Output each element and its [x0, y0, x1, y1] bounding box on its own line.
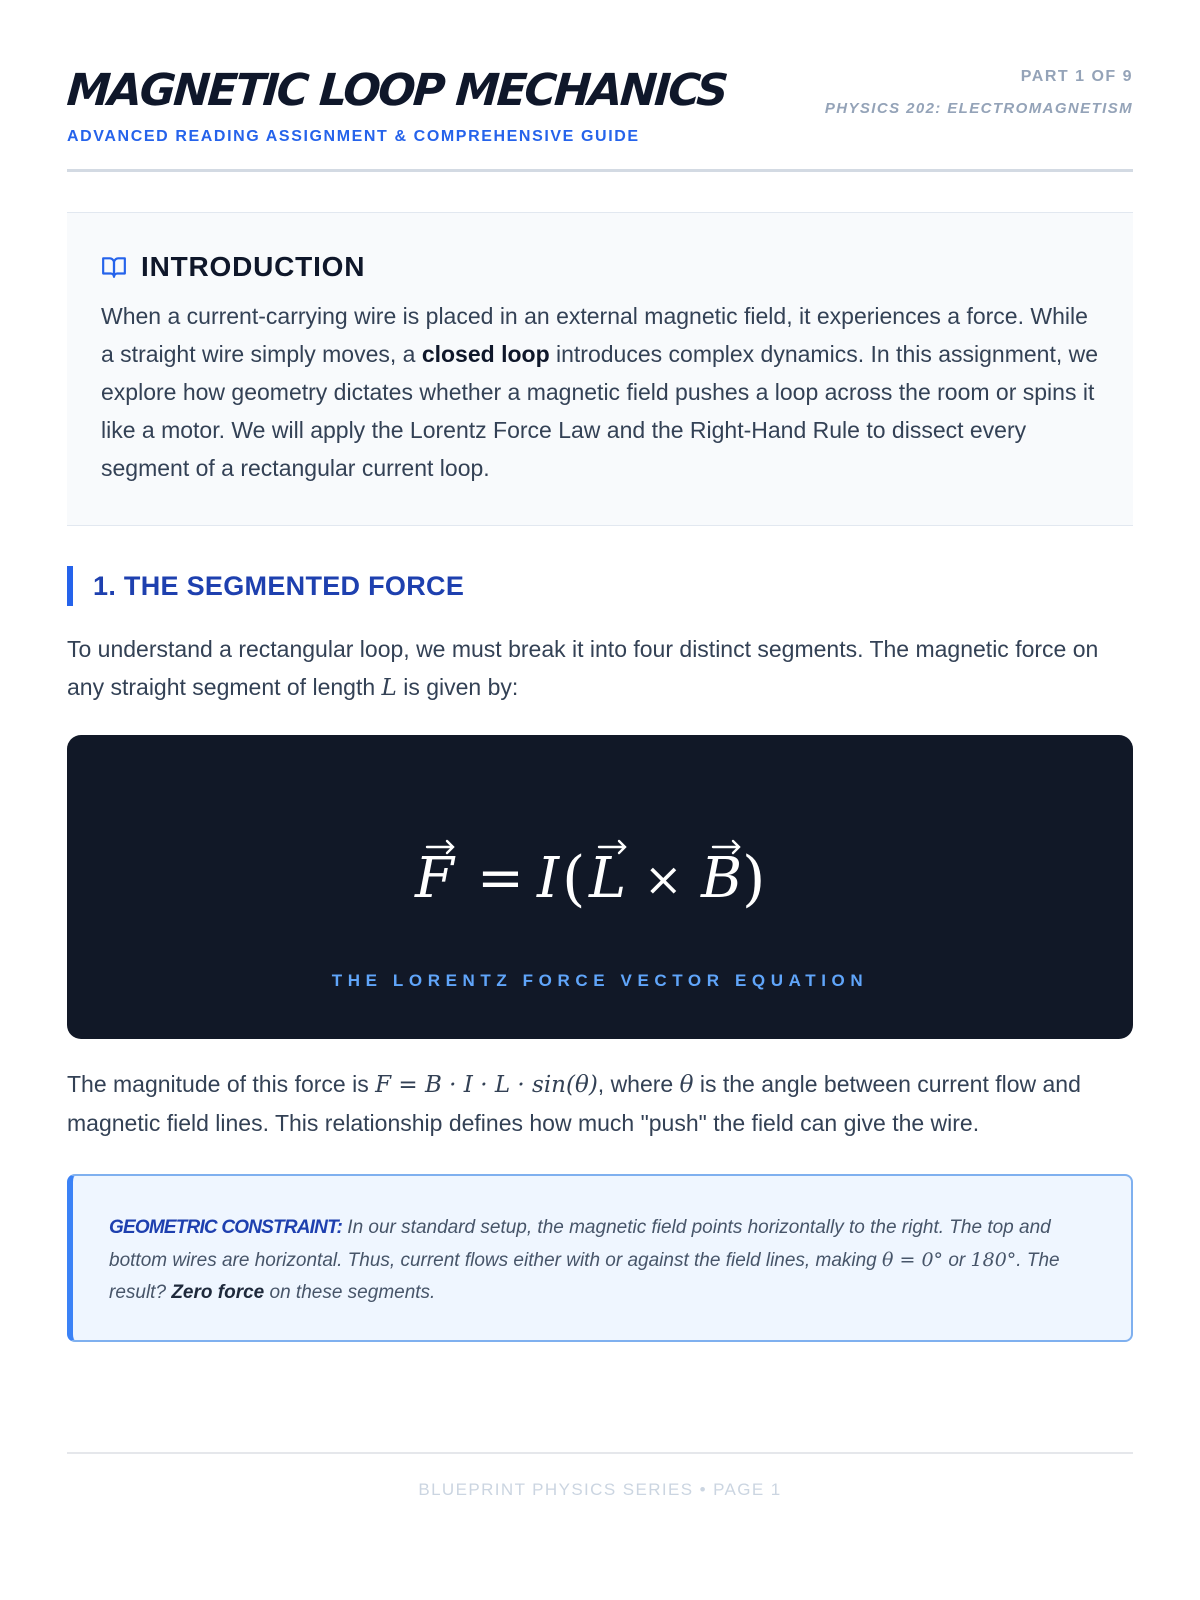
- note-text: on these segments.: [264, 1282, 436, 1303]
- note-text: or: [943, 1250, 971, 1271]
- eq-F: F: [415, 846, 454, 911]
- section-paragraph-1: [67, 630, 1133, 707]
- book-open-icon: [101, 254, 127, 280]
- note-bold-term: Zero force: [171, 1282, 265, 1303]
- section-accent-bar: [67, 566, 73, 606]
- intro-text-part: introduces complex dynamics. In this assignment, we explore how geometry dictates whether a magnetic field pushes a loop across the room or spins it like a motor. We will apply the Lorentz Force Law and the Right-Hand Rule to dissect every segment of a rectangular current loop.: [101, 341, 1099, 481]
- section-title: 1. THE SEGMENTED FORCE: [93, 570, 465, 601]
- math-variable: L: [381, 675, 397, 701]
- math-formula: F = B · I · L · sin(θ): [375, 1072, 598, 1098]
- geometric-constraint-note: [67, 1174, 1133, 1342]
- page-subtitle: ADVANCED READING ASSIGNMENT & COMPREHENSIVE GUIDE: [67, 128, 640, 145]
- equation-box: [67, 735, 1133, 1039]
- math-value: 180°: [970, 1249, 1017, 1271]
- note-text: In our standard setup, the magnetic field points horizontally to the right. The top and bottom wires are horizontal. Thus, current flows either with or against the field lines, making: [109, 1217, 1051, 1271]
- eq-B: B: [701, 846, 743, 911]
- header: [67, 0, 1133, 172]
- eq-I: I: [537, 846, 560, 911]
- introduction-box: [67, 212, 1133, 526]
- introduction-text: [101, 297, 1099, 487]
- eq-L: L: [589, 846, 627, 911]
- eq-lparen: (: [562, 844, 586, 914]
- section-paragraph-2: [67, 1065, 1133, 1142]
- para-text: , where: [597, 1071, 680, 1097]
- intro-text-part: When a current-carrying wire is placed in an external magnetic field, it experiences a force. While a straight wire simply moves, a: [101, 303, 1088, 367]
- para-text: The magnitude of this force is: [67, 1071, 376, 1097]
- course-label: PHYSICS 202: ELECTROMAGNETISM: [824, 100, 1133, 117]
- eq-cross: ×: [644, 852, 683, 906]
- para-text: is the angle between current flow and magnetic field lines. This relationship defines how much "push" the field can give the wire.: [67, 1071, 1081, 1136]
- note-text: . The result?: [109, 1250, 1060, 1303]
- intro-bold-term: closed loop: [421, 341, 550, 367]
- page-title: MAGNETIC LOOP MECHANICS: [65, 65, 728, 116]
- footer-text: BLUEPRINT PHYSICS SERIES • PAGE 1: [418, 1480, 782, 1499]
- equation-caption: THE LORENTZ FORCE VECTOR EQUATION: [331, 971, 869, 990]
- para-text: To understand a rectangular loop, we must break it into four distinct segments. The magnetic force on any straight segment of length: [67, 636, 1099, 700]
- introduction-title: INTRODUCTION: [141, 251, 366, 282]
- para-text: is given by:: [396, 674, 519, 700]
- part-indicator: PART 1 OF 9: [1020, 68, 1133, 85]
- math-variable: θ: [679, 1072, 694, 1098]
- math-formula: θ = 0°: [882, 1249, 944, 1271]
- section-heading: [67, 566, 1133, 606]
- eq-equals: =: [477, 846, 524, 911]
- footer: [67, 1452, 1133, 1500]
- note-label: GEOMETRIC CONSTRAINT:: [109, 1217, 343, 1238]
- lorentz-equation: [67, 735, 1133, 1039]
- eq-rparen: ): [742, 844, 766, 914]
- header-meta: [825, 68, 1133, 117]
- introduction-heading: [101, 251, 1099, 283]
